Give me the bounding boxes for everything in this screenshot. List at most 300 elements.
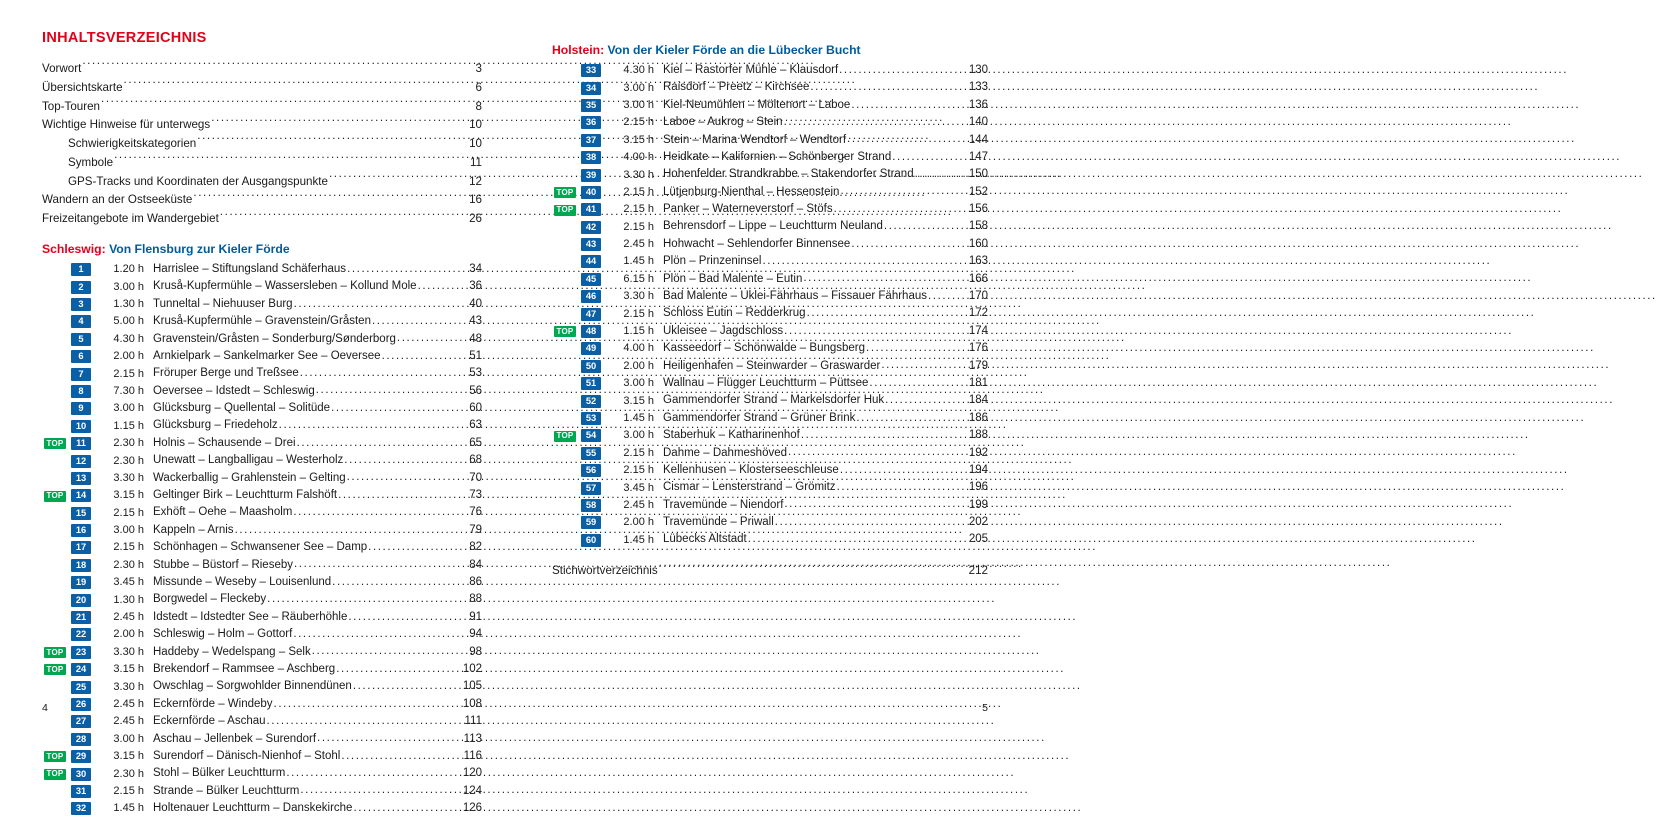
tour-page: 163 bbox=[968, 255, 988, 268]
dot-leader bbox=[372, 316, 468, 328]
tour-name: Gravenstein/Gråsten – Sonderburg/Sønderborg bbox=[153, 332, 396, 345]
tour-page: 73 bbox=[469, 489, 482, 502]
tour-duration: 2.15 h bbox=[623, 185, 654, 198]
tour-name: Schönhagen – Schwansener See – Damp bbox=[153, 541, 368, 554]
tour-number-badge: 8 bbox=[71, 385, 91, 398]
tour-number-badge: 24 bbox=[71, 663, 91, 676]
tour-duration: 2.45 h bbox=[113, 697, 144, 710]
top-badge-label: TOP bbox=[44, 664, 67, 675]
dot-leader bbox=[293, 507, 468, 519]
tour-page: 34 bbox=[469, 262, 482, 275]
dot-leader bbox=[885, 395, 968, 407]
tour-duration: 2.15 h bbox=[113, 541, 144, 554]
top-tour-flag bbox=[42, 490, 68, 502]
dot-leader bbox=[834, 204, 968, 216]
tour-name: Stein – Marina Wendtorf – Wendtorf bbox=[663, 133, 847, 146]
tour-duration: 3.00 h bbox=[113, 402, 144, 415]
tour-number-badge: 43 bbox=[581, 238, 601, 251]
tour-number-badge: 38 bbox=[581, 151, 601, 164]
tour-name: Dahme – Dahmeshöved bbox=[663, 446, 788, 459]
tour-duration: 2.45 h bbox=[113, 715, 144, 728]
tour-duration: 6.15 h bbox=[623, 272, 654, 285]
toc-entry-page: 8 bbox=[475, 99, 482, 113]
tour-name: Behrensdorf – Lippe – Leuchtturm Neuland bbox=[663, 220, 883, 233]
tour-row[interactable] bbox=[552, 219, 988, 236]
tour-name: Borgwedel – Fleckeby bbox=[153, 593, 267, 606]
dot-leader bbox=[300, 368, 468, 380]
tour-row[interactable] bbox=[552, 358, 988, 375]
tour-page: 186 bbox=[968, 411, 988, 424]
tour-number-badge: 17 bbox=[71, 541, 91, 554]
tour-page: 60 bbox=[469, 402, 482, 415]
tour-name: Tunneltal – Niehuuser Burg bbox=[153, 297, 293, 310]
tour-row[interactable] bbox=[42, 644, 482, 661]
tour-row[interactable] bbox=[552, 305, 988, 322]
tour-name: Schleswig – Holm – Gottorf bbox=[153, 628, 293, 641]
dot-leader bbox=[839, 65, 968, 77]
tour-row[interactable] bbox=[42, 800, 482, 817]
tour-page: 108 bbox=[462, 697, 482, 710]
top-badge-label: TOP bbox=[44, 491, 67, 502]
tour-row[interactable] bbox=[552, 514, 988, 531]
tour-name: Idstedt – Idstedter See – Räuberhöhle bbox=[153, 610, 348, 623]
tour-row[interactable] bbox=[42, 609, 482, 626]
right-column bbox=[552, 30, 988, 581]
tour-row[interactable] bbox=[42, 487, 482, 504]
tour-name: Exhöft – Oehe – Maasholm bbox=[153, 506, 293, 519]
tour-row[interactable] bbox=[42, 696, 482, 713]
tour-duration: 1.45 h bbox=[623, 533, 654, 546]
dot-leader bbox=[847, 135, 968, 147]
tour-number-badge: 29 bbox=[71, 750, 91, 763]
tour-name: Heidkate – Kalifornien – Schönberger Strand bbox=[663, 150, 892, 163]
tour-duration: 1.30 h bbox=[113, 298, 144, 310]
section-heading-region: Holstein: bbox=[552, 43, 608, 57]
tour-name: Kruså-Kupfermühle – Wassersleben – Kollund Mole bbox=[153, 280, 417, 293]
tour-page: 176 bbox=[968, 342, 988, 355]
tour-name: Cismar – Lensterstrand – Grömitz bbox=[663, 481, 836, 494]
tour-row[interactable] bbox=[42, 557, 482, 574]
tour-row[interactable] bbox=[42, 539, 482, 556]
tour-duration: 7.30 h bbox=[113, 384, 144, 397]
dot-leader bbox=[336, 664, 462, 676]
dot-leader bbox=[293, 629, 468, 641]
tour-row[interactable] bbox=[552, 201, 988, 218]
tour-page: 160 bbox=[968, 237, 988, 250]
tour-page: 199 bbox=[968, 498, 988, 511]
dot-leader bbox=[869, 378, 967, 390]
toc-entry-label: Übersichtskarte bbox=[42, 80, 123, 94]
left-column bbox=[42, 30, 482, 818]
tour-duration: 4.00 h bbox=[623, 342, 654, 355]
tour-row[interactable] bbox=[552, 271, 988, 288]
tour-number-badge: 56 bbox=[581, 464, 601, 477]
dot-leader bbox=[807, 308, 968, 320]
tour-row[interactable] bbox=[42, 713, 482, 730]
back-matter-list bbox=[552, 549, 988, 581]
tour-row[interactable] bbox=[42, 661, 482, 678]
tour-row[interactable] bbox=[42, 748, 482, 765]
tour-page: 56 bbox=[469, 384, 482, 397]
dot-leader bbox=[297, 438, 469, 450]
tour-page: 136 bbox=[968, 98, 988, 111]
tour-page: 144 bbox=[968, 133, 988, 146]
tour-row[interactable] bbox=[552, 427, 988, 444]
tour-duration: 3.00 h bbox=[623, 98, 654, 111]
tour-page: 86 bbox=[469, 576, 482, 588]
tour-row[interactable] bbox=[552, 79, 988, 96]
folio-right: 5 bbox=[982, 702, 988, 714]
tour-page: 126 bbox=[462, 802, 482, 815]
tour-page: 82 bbox=[469, 541, 482, 554]
tour-page: 174 bbox=[968, 324, 988, 337]
tour-number-badge: 30 bbox=[71, 768, 91, 781]
tour-page: 158 bbox=[968, 220, 988, 233]
dot-leader bbox=[347, 473, 469, 485]
tour-duration: 2.15 h bbox=[113, 784, 144, 797]
toc-entry-label: Symbole bbox=[68, 155, 114, 169]
dot-leader bbox=[353, 803, 461, 815]
tour-number-badge: 13 bbox=[71, 472, 91, 485]
tour-duration: 2.00 h bbox=[623, 516, 654, 529]
dot-leader bbox=[344, 455, 468, 467]
tour-duration: 2.30 h bbox=[113, 767, 144, 780]
tour-row[interactable] bbox=[42, 348, 482, 365]
tour-duration: 1.30 h bbox=[113, 593, 144, 606]
toc-entry-page: 10 bbox=[469, 118, 482, 132]
tour-duration: 2.15 h bbox=[113, 367, 144, 380]
tour-duration: 1.20 h bbox=[113, 263, 144, 276]
tour-row[interactable] bbox=[552, 445, 988, 462]
toc-entry[interactable] bbox=[42, 210, 482, 229]
tour-page: 40 bbox=[469, 297, 482, 310]
tour-row[interactable] bbox=[42, 331, 482, 348]
tour-row[interactable] bbox=[552, 462, 988, 479]
tour-row[interactable] bbox=[42, 261, 482, 278]
tour-number-badge: 9 bbox=[71, 402, 91, 415]
dot-leader bbox=[881, 361, 967, 373]
toc-entry-page: 212 bbox=[968, 563, 988, 577]
toc-entry[interactable] bbox=[552, 562, 988, 581]
tour-name: Panker – Waterneverstorf – Stöfs bbox=[663, 203, 833, 216]
dot-leader bbox=[788, 448, 968, 460]
dot-leader bbox=[659, 562, 968, 574]
tour-name: Lütjenburg-Nienthal – Hessenstein bbox=[663, 185, 840, 198]
tour-duration: 2.15 h bbox=[113, 506, 144, 519]
tour-page: 194 bbox=[968, 463, 988, 476]
dot-leader bbox=[347, 264, 468, 276]
tour-page: 79 bbox=[469, 523, 482, 536]
tour-row[interactable] bbox=[42, 400, 482, 417]
tour-name: Kruså-Kupfermühle – Gravenstein/Gråsten bbox=[153, 315, 371, 328]
dot-leader bbox=[316, 386, 468, 398]
section-heading-subtitle: Von Flensburg zur Kieler Förde bbox=[109, 242, 290, 257]
tour-row[interactable] bbox=[552, 340, 988, 357]
dot-leader bbox=[851, 239, 967, 251]
tour-number-badge: 5 bbox=[71, 333, 91, 346]
tour-row[interactable] bbox=[552, 236, 988, 253]
dot-leader bbox=[762, 256, 967, 268]
tour-number-badge: 52 bbox=[581, 395, 601, 408]
tour-page: 36 bbox=[469, 280, 482, 293]
tour-duration: 1.15 h bbox=[113, 419, 144, 432]
dot-leader bbox=[928, 291, 968, 303]
tour-duration: 2.15 h bbox=[623, 116, 654, 129]
tour-number-badge: 45 bbox=[581, 273, 601, 286]
tour-row[interactable] bbox=[42, 365, 482, 382]
tour-name: Brekendorf – Rammsee – Aschberg bbox=[153, 662, 336, 675]
dot-leader bbox=[840, 465, 968, 477]
tour-row[interactable] bbox=[42, 626, 482, 643]
top-tour-flag bbox=[42, 647, 68, 659]
tour-duration: 3.30 h bbox=[623, 168, 654, 181]
toc-entry-label: GPS-Tracks und Koordinaten der Ausgangspunkte bbox=[68, 174, 328, 188]
tour-number-badge: 22 bbox=[71, 628, 91, 641]
tour-name: Hohwacht – Sehlendorfer Binnensee bbox=[663, 237, 851, 250]
folio-left: 4 bbox=[42, 702, 48, 714]
toc-entry-page: 12 bbox=[469, 174, 482, 188]
section-heading-region: Schleswig: bbox=[42, 242, 110, 257]
tour-name: Harrislee – Stiftungsland Schäferhaus bbox=[153, 262, 347, 275]
toc-entry-label: Schwierigkeitskategorien bbox=[68, 137, 197, 151]
toc-entry-label: Vorwort bbox=[42, 62, 82, 75]
tour-name: Ukleisee – Jagdschloss bbox=[663, 324, 784, 337]
tour-name: Travemünde – Priwall bbox=[663, 516, 774, 529]
tour-number-badge: 40 bbox=[581, 186, 601, 199]
toc-entry-page: 11 bbox=[469, 155, 482, 169]
tour-number-badge: 55 bbox=[581, 447, 601, 460]
tour-duration: 3.15 h bbox=[623, 133, 654, 146]
tour-row[interactable] bbox=[42, 731, 482, 748]
top-badge-label: TOP bbox=[44, 438, 67, 449]
tour-name: Stohl – Bülker Leuchtturm bbox=[153, 767, 286, 780]
tour-duration: 2.45 h bbox=[623, 498, 654, 511]
tour-duration: 1.15 h bbox=[623, 325, 654, 338]
tour-row[interactable] bbox=[552, 410, 988, 427]
tour-page: 184 bbox=[968, 394, 988, 407]
tour-row[interactable] bbox=[552, 184, 988, 201]
top-tour-flag bbox=[42, 751, 68, 763]
section-holstein bbox=[552, 43, 988, 549]
tour-page: 68 bbox=[469, 454, 482, 467]
tour-name: Heiligenhafen – Steinwarder – Graswarder bbox=[663, 359, 881, 372]
tour-name: Plön – Prinzeninsel bbox=[663, 255, 762, 268]
tour-row[interactable] bbox=[552, 149, 988, 166]
tour-duration: 3.30 h bbox=[113, 645, 144, 658]
tour-number-badge: 1 bbox=[71, 263, 91, 276]
dot-leader bbox=[267, 716, 464, 728]
tour-number-badge: 31 bbox=[71, 785, 91, 798]
tour-name: Lübecks Altstadt bbox=[663, 533, 747, 546]
tour-name: Holnis – Schausende – Drei bbox=[153, 436, 296, 449]
tour-duration: 2.00 h bbox=[113, 628, 144, 641]
dot-leader bbox=[300, 786, 461, 798]
tour-row[interactable] bbox=[42, 505, 482, 522]
tour-row[interactable] bbox=[42, 574, 482, 591]
tour-name: Gammendorfer Strand – Markelsdorfer Huk bbox=[663, 394, 885, 407]
tour-page: 147 bbox=[968, 150, 988, 163]
tour-page: 63 bbox=[469, 419, 482, 432]
tour-duration: 2.00 h bbox=[623, 359, 654, 372]
tour-number-badge: 21 bbox=[71, 611, 91, 624]
top-tour-flag bbox=[552, 204, 578, 216]
toc-entry-page: 16 bbox=[469, 193, 482, 207]
tour-duration: 4.30 h bbox=[623, 64, 654, 77]
tour-number-badge: 35 bbox=[581, 99, 601, 112]
tour-row[interactable] bbox=[42, 383, 482, 400]
tour-page: 179 bbox=[968, 359, 988, 372]
tour-name: Kiel – Rastorfer Mühle – Klausdorf bbox=[663, 63, 839, 76]
tour-row[interactable] bbox=[42, 783, 482, 800]
tour-row[interactable] bbox=[42, 418, 482, 435]
top-tour-flag bbox=[42, 768, 68, 780]
tour-row[interactable] bbox=[552, 497, 988, 514]
tour-name: Schloss Eutin – Redderkrug bbox=[663, 307, 806, 320]
tour-row[interactable] bbox=[552, 62, 988, 79]
tour-number-badge: 46 bbox=[581, 290, 601, 303]
tour-duration: 3.00 h bbox=[113, 280, 144, 293]
tour-row[interactable] bbox=[552, 97, 988, 114]
top-tour-flag bbox=[42, 664, 68, 676]
tour-number-badge: 49 bbox=[581, 342, 601, 355]
tour-number-badge: 20 bbox=[71, 594, 91, 607]
tour-page: 120 bbox=[462, 767, 482, 780]
tour-row[interactable] bbox=[42, 470, 482, 487]
tour-row[interactable] bbox=[552, 114, 988, 131]
tour-page: 94 bbox=[469, 628, 482, 641]
tour-page: 113 bbox=[463, 732, 482, 745]
tour-number-badge: 12 bbox=[71, 455, 91, 468]
tour-number-badge: 33 bbox=[581, 64, 601, 77]
tour-duration: 2.30 h bbox=[113, 454, 144, 467]
tour-page: 152 bbox=[968, 185, 988, 198]
dot-leader bbox=[784, 326, 968, 338]
tour-name: Bad Malente – Uklei-Fährhaus – Fissauer Fährhaus bbox=[663, 290, 927, 303]
tour-row[interactable] bbox=[42, 452, 482, 469]
dot-leader bbox=[331, 403, 468, 415]
tour-number-badge: 2 bbox=[71, 281, 91, 294]
tour-page: 172 bbox=[968, 307, 988, 320]
tour-number-badge: 39 bbox=[581, 169, 601, 182]
tour-number-badge: 50 bbox=[581, 360, 601, 373]
tour-row[interactable] bbox=[552, 532, 988, 549]
tour-row[interactable] bbox=[42, 765, 482, 782]
tour-name: Hohenfelder Strandkrabbe – Stakendorfer Strand bbox=[663, 168, 914, 181]
tour-duration: 1.45 h bbox=[623, 255, 654, 268]
tour-duration: 2.15 h bbox=[623, 220, 654, 233]
tour-number-badge: 32 bbox=[71, 802, 91, 815]
top-badge-label: TOP bbox=[554, 205, 577, 216]
tour-name: Kasseedorf – Schönwalde – Bungsberg bbox=[663, 342, 866, 355]
tour-duration: 3.00 h bbox=[623, 377, 654, 390]
tour-page: 43 bbox=[469, 315, 482, 328]
top-tour-flag bbox=[552, 430, 578, 442]
tour-row[interactable] bbox=[42, 296, 482, 313]
tour-number-badge: 7 bbox=[71, 368, 91, 381]
tour-name: Arnkielpark – Sankelmarker See – Oeversee bbox=[153, 349, 381, 362]
tour-number-badge: 47 bbox=[581, 308, 601, 321]
dot-leader bbox=[220, 211, 468, 223]
dot-leader bbox=[274, 699, 462, 711]
dot-leader bbox=[837, 482, 968, 494]
tour-number-badge: 19 bbox=[71, 576, 91, 589]
tour-number-badge: 57 bbox=[581, 482, 601, 495]
tour-number-badge: 16 bbox=[71, 524, 91, 537]
dot-leader bbox=[235, 525, 469, 537]
tour-duration: 2.30 h bbox=[113, 437, 144, 450]
tour-number-badge: 54 bbox=[581, 429, 601, 442]
tour-number-badge: 28 bbox=[71, 733, 91, 746]
toc-entry-page: 6 bbox=[475, 80, 482, 94]
tour-page: 48 bbox=[469, 332, 482, 345]
tour-number-badge: 6 bbox=[71, 350, 91, 363]
tour-name: Holtenauer Leuchtturm – Danskekirche bbox=[153, 802, 353, 815]
tour-page: 192 bbox=[968, 446, 988, 459]
tour-page: 105 bbox=[462, 680, 482, 693]
dot-leader bbox=[418, 281, 469, 293]
tour-page: 188 bbox=[968, 429, 988, 442]
dot-leader bbox=[810, 82, 967, 94]
tour-name: Wackerballig – Grahlenstein – Gelting bbox=[153, 471, 346, 484]
tour-duration: 3.30 h bbox=[113, 471, 144, 484]
tour-duration: 3.45 h bbox=[623, 481, 654, 494]
top-badge-label: TOP bbox=[44, 769, 67, 780]
tour-row[interactable] bbox=[42, 522, 482, 539]
tour-row[interactable] bbox=[42, 435, 482, 452]
tour-row[interactable] bbox=[42, 313, 482, 330]
dot-leader bbox=[353, 681, 462, 693]
tour-number-badge: 36 bbox=[581, 116, 601, 129]
tour-row[interactable] bbox=[552, 479, 988, 496]
tour-duration: 3.00 h bbox=[623, 429, 654, 442]
tour-duration: 3.15 h bbox=[113, 489, 144, 502]
tour-duration: 1.45 h bbox=[113, 802, 144, 815]
tour-row[interactable] bbox=[42, 678, 482, 695]
dot-leader bbox=[856, 413, 967, 425]
tour-number-badge: 27 bbox=[71, 715, 91, 728]
tour-page: 116 bbox=[463, 749, 482, 762]
tour-page: 170 bbox=[968, 290, 988, 303]
tour-page: 150 bbox=[968, 168, 988, 181]
tour-duration: 3.00 h bbox=[113, 524, 144, 537]
toc-entry-label: Wandern an der Ostseeküste bbox=[42, 193, 193, 207]
tour-row[interactable] bbox=[42, 591, 482, 608]
dot-leader bbox=[851, 100, 968, 112]
tour-duration: 3.15 h bbox=[113, 663, 144, 676]
top-badge-label: TOP bbox=[554, 187, 577, 198]
tour-page: 205 bbox=[968, 533, 988, 546]
tour-name: Laboe – Aukrog – Stein bbox=[663, 116, 783, 129]
tour-row[interactable] bbox=[42, 278, 482, 295]
tour-row[interactable] bbox=[552, 392, 988, 409]
tour-row[interactable] bbox=[552, 132, 988, 149]
dot-leader bbox=[748, 534, 968, 546]
tour-number-badge: 37 bbox=[581, 134, 601, 147]
tour-row[interactable] bbox=[552, 288, 988, 305]
dot-leader bbox=[312, 647, 469, 659]
tour-number-badge: 42 bbox=[581, 221, 601, 234]
tour-row[interactable] bbox=[552, 166, 988, 183]
tour-name: Raisdorf – Preetz – Kirchsee bbox=[663, 81, 810, 94]
tour-row[interactable] bbox=[552, 375, 988, 392]
tour-number-badge: 41 bbox=[581, 203, 601, 216]
dot-leader bbox=[801, 430, 968, 442]
tour-number-badge: 4 bbox=[71, 315, 91, 328]
tour-row[interactable] bbox=[552, 323, 988, 340]
tour-duration: 2.30 h bbox=[113, 558, 144, 571]
tour-row[interactable] bbox=[552, 253, 988, 270]
tour-duration: 2.15 h bbox=[623, 307, 654, 320]
